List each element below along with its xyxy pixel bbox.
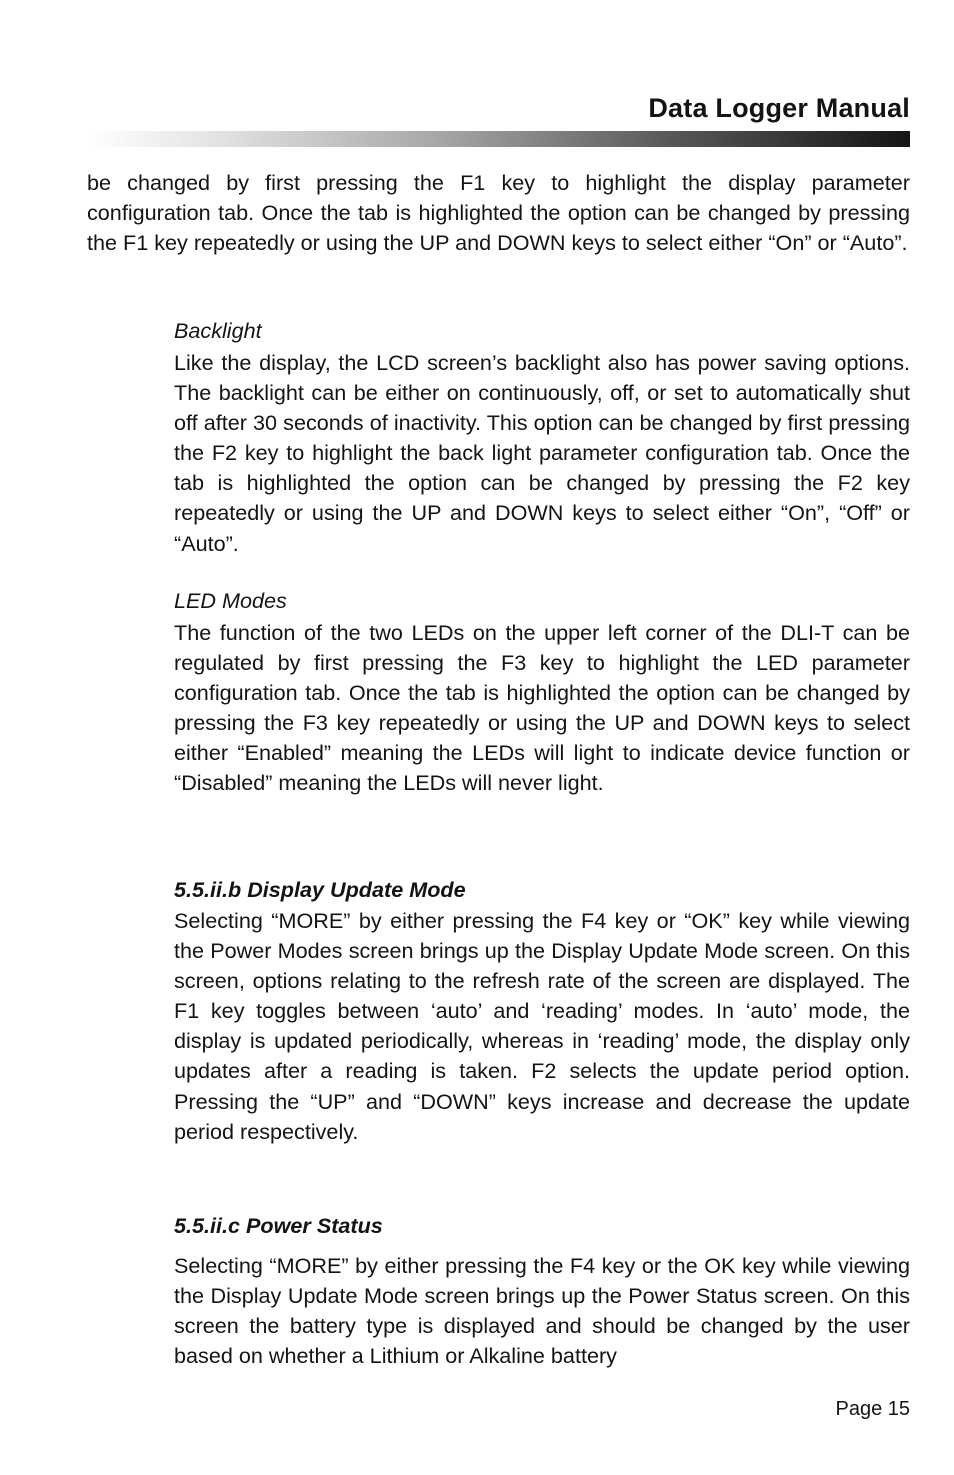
power-status-heading: 5.5.ii.c Power Status bbox=[174, 1213, 383, 1238]
backlight-paragraph: Like the display, the LCD screen’s backlight also has power saving options. The backlight can be either on continuously, off, or set to automatically shut off after 30 seconds of inactivity. This option can be changed by first pressing the F2 key to highlight the back light parameter configuration tab. Once the tab is highlighted the option can be changed by pressing the F2 key repeatedly or using the UP and DOWN keys to select either “On”, “Off” or “Auto”. bbox=[174, 350, 910, 556]
display-update-paragraph: Selecting “MORE” by either pressing the F4 key or “OK” key while viewing the Power Modes screen brings up the Display Update Mode screen. On this screen, options relating to the refresh rate of the screen are displayed. The F1 key toggles between ‘auto’ and ‘reading’ modes. In ‘auto’ mode, the display is updated periodically, whereas in ‘reading’ mode, the display only updates after a reading is taken. F2 selects the update period option. Pressing the “UP” and “DOWN” keys increase and decrease the update period respectively. bbox=[174, 908, 910, 1144]
page-header-title: Data Logger Manual bbox=[648, 93, 910, 123]
led-modes-heading: LED Modes bbox=[174, 588, 287, 613]
display-update-heading: 5.5.ii.b Display Update Mode bbox=[174, 877, 466, 902]
power-status-paragraph: Selecting “MORE” by either pressing the F4 key or the OK key while viewing the Display Update Mode screen brings up the Power Status screen. On this screen the battery type is displayed and should be changed by the user based on whether a Lithium or Alkaline battery bbox=[174, 1253, 910, 1369]
backlight-heading: Backlight bbox=[174, 318, 262, 343]
led-modes-paragraph: The function of the two LEDs on the upper left corner of the DLI-T can be regulated by first pressing the F3 key to highlight the LED parameter configuration tab. Once the tab is highlighted the option can be changed by pressing the F3 key repeatedly or using the UP and DOWN keys to select either “Enabled” meaning the LEDs will light to indicate device function or “Disabled” meaning the LEDs will never light. bbox=[174, 620, 910, 796]
intro-paragraph: be changed by first pressing the F1 key to highlight the display parameter configuration tab. Once the tab is highlighted the option can be changed by pressing the F1 key repeatedly or using the UP and DOWN keys to select either “On” or “Auto”. bbox=[87, 170, 910, 256]
page-number: Page 15 bbox=[835, 1398, 910, 1420]
header-gradient-rule bbox=[88, 131, 910, 147]
